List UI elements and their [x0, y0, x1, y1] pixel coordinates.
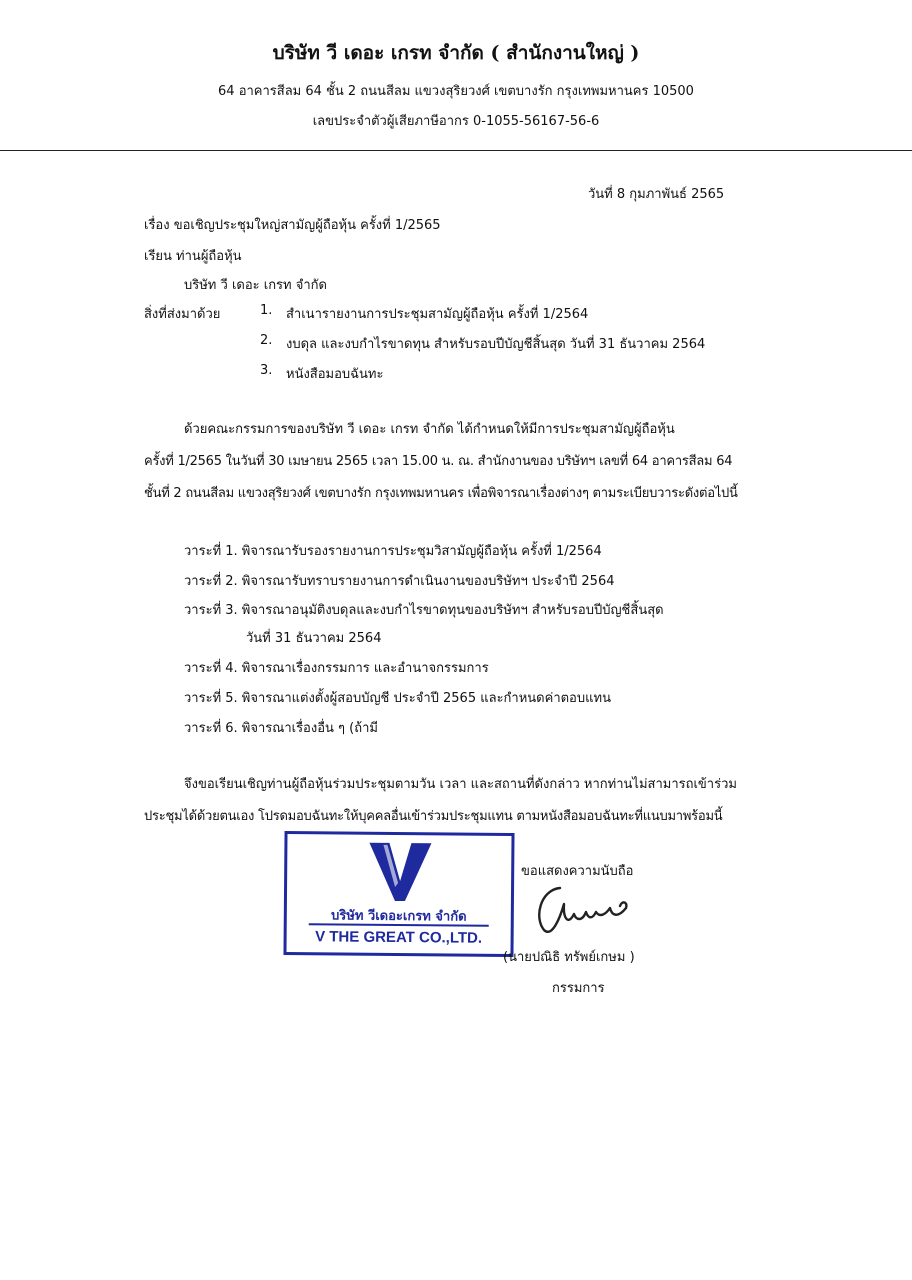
- agenda-item: วาระที่ 2. พิจารณารับทราบรายงานการดำเนินงานของบริษัทฯ ประจำปี 2564: [184, 574, 615, 589]
- signer-title: กรรมการ: [552, 981, 605, 996]
- letter-company-line: บริษัท วี เดอะ เกรท จำกัด: [184, 278, 327, 293]
- letter-date: วันที่ 8 กุมภาพันธ์ 2565: [588, 187, 725, 202]
- enclosure-item: สำเนารายงานการประชุมสามัญผู้ถือหุ้น ครั้งที่ 1/2564: [286, 307, 589, 322]
- agenda-item: วาระที่ 6. พิจารณาเรื่องอื่น ๆ (ถ้ามี: [184, 721, 378, 736]
- enclosures-label: สิ่งที่ส่งมาด้วย: [144, 307, 221, 322]
- agenda-item: วาระที่ 5. พิจารณาแต่งตั้งผู้สอบบัญชี ประจำปี 2565 และกำหนดค่าตอบแทน: [184, 691, 611, 706]
- agenda-item: วาระที่ 3. พิจารณาอนุมัติงบดุลและงบกำไรขาดทุนของบริษัทฯ สำหรับรอบปีบัญชีสิ้นสุด: [184, 603, 664, 618]
- letter-subject: เรื่อง ขอเชิญประชุมใหญ่สามัญผู้ถือหุ้น ครั้งที่ 1/2565: [144, 218, 441, 233]
- signature-icon: [530, 878, 640, 938]
- tax-id: เลขประจำตัวผู้เสียภาษีอากร 0-1055-56167-56-6: [312, 114, 600, 129]
- enclosure-item: หนังสือมอบฉันทะ: [286, 367, 384, 382]
- signer-name: (นายปณิธิ ทรัพย์เกษม ): [503, 950, 635, 965]
- body-paragraph-line: ชั้นที่ 2 ถนนสีลม แขวงสุริยวงศ์ เขตบางรัก กรุงเทพมหานคร เพื่อพิจารณาเรื่องต่างๆ ตามระเบียบวาระดังต่อไปนี้: [144, 486, 738, 501]
- stamp-thai-name: บริษัท วีเดอะเกรท จำกัด: [330, 908, 467, 925]
- body-paragraph-line: ครั้งที่ 1/2565 ในวันที่ 30 เมษายน 2565 เวลา 15.00 น. ณ. สำนักงานของ บริษัทฯ เลขที่ 64 อาคารสีลม 64: [144, 454, 733, 469]
- agenda-item-continuation: วันที่ 31 ธันวาคม 2564: [246, 631, 382, 646]
- enclosure-num: 2.: [260, 333, 273, 348]
- agenda-item: วาระที่ 1. พิจารณารับรองรายงานการประชุมวิสามัญผู้ถือหุ้น ครั้งที่ 1/2564: [184, 544, 602, 559]
- closing-paragraph-line: ประชุมได้ด้วยตนเอง โปรดมอบฉันทะให้บุคคลอื่นเข้าร่วมประชุมแทน ตามหนังสือมอบฉันทะที่แนบมาพร้อมนี้: [144, 809, 723, 824]
- stamp-english-name: V THE GREAT CO.,LTD.: [315, 928, 483, 947]
- enclosure-num: 3.: [260, 363, 273, 378]
- body-paragraph-line: ด้วยคณะกรรมการของบริษัท วี เดอะ เกรท จำกัด ได้กำหนดให้มีการประชุมสามัญผู้ถือหุ้น: [184, 422, 675, 437]
- svg-text:V: V: [398, 879, 403, 888]
- company-stamp: [283, 831, 514, 957]
- company-address: 64 อาคารสีลม 64 ชั้น 2 ถนนสีลม แขวงสุริยวงศ์ เขตบางรัก กรุงเทพมหานคร 10500: [218, 84, 694, 99]
- letter-recipient: เรียน ท่านผู้ถือหุ้น: [144, 249, 242, 264]
- regards-text: ขอแสดงความนับถือ: [521, 864, 634, 879]
- header-divider: [0, 150, 912, 151]
- closing-paragraph-line: จึงขอเรียนเชิญท่านผู้ถือหุ้นร่วมประชุมตามวัน เวลา และสถานที่ดังกล่าว หากท่านไม่สามารถเข้าร่วม: [184, 777, 737, 792]
- enclosure-num: 1.: [260, 303, 273, 318]
- company-title: บริษัท วี เดอะ เกรท จำกัด ( สำนักงานใหญ่ ): [272, 42, 640, 64]
- enclosure-item: งบดุล และงบกำไรขาดทุน สำหรับรอบปีบัญชีสิ้นสุด วันที่ 31 ธันวาคม 2564: [286, 337, 706, 352]
- agenda-item: วาระที่ 4. พิจารณาเรื่องกรรมการ และอำนาจกรรมการ: [184, 661, 489, 676]
